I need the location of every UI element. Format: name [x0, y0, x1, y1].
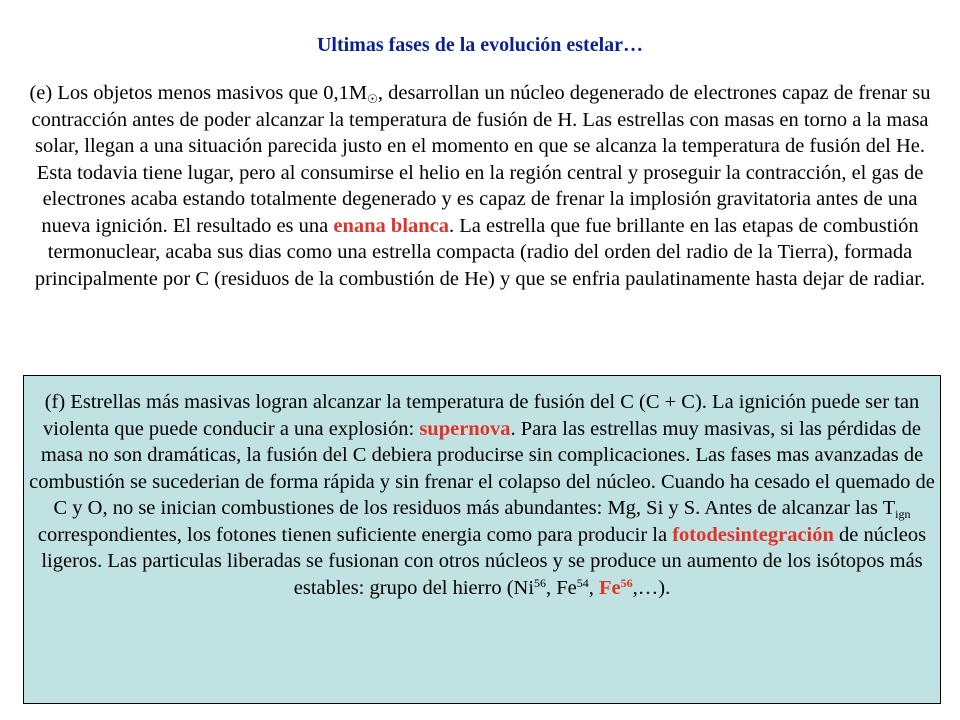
paragraph-f-text-5: , Fe [546, 576, 577, 599]
highlight-fe: Fe [599, 576, 621, 599]
paragraph-f-text-4: de núcleos ligeros. Las particulas liberadas se fusionan con otros núcleos y se produce un aumento de los isótopos más estables: grupo del hierro (Ni [41, 523, 927, 599]
paragraph-f-text-6: , [588, 576, 600, 599]
paragraph-f [28, 389, 936, 601]
highlight-supernova: supernova [419, 417, 511, 440]
slide-title: Ultimas fases de la evolución estelar… [316, 34, 644, 56]
paragraph-f-text-2: . Para las estrellas muy masivas, si las pérdidas de masa no son dramáticas, la fusión del C debiera producirse sin complicaciones. Las fases mas avanzadas de combustión se sucederian de forma rápida y sin frenar el colapso del núcleo. Cuando ha cesado el quemado de C y O, no se inician combustiones de los residuos más abundantes: Mg, Si y S. Antes de alcanzar las T [29, 417, 935, 519]
superscript-fe54: 54 [576, 575, 589, 590]
paragraph-f-text-7: ,…). [632, 576, 671, 599]
superscript-ni56: 56 [534, 575, 547, 590]
paragraph-f-text-1: (f) Estrellas más masivas logran alcanzar la temperatura de fusión del C (C + C). La ignición puede ser tan violenta que puede conducir a una explosión: [43, 391, 920, 440]
paragraph-e-text-1: (e) Los objetos menos masivos que 0,1M [29, 82, 368, 104]
paragraph-f-text-3: correspondientes, los fotones tienen suficiente energia como para producir la [37, 523, 673, 546]
sun-symbol: ☉ [367, 92, 378, 106]
paragraph-e [18, 80, 942, 292]
superscript-fe56: 56 [620, 575, 633, 590]
highlight-photodisintegration: fotodesintegración [672, 523, 834, 546]
highlight-white-dwarf: enana blanca [333, 214, 450, 237]
paragraph-e-text-3: . La estrella que fue brillante en las etapas de combustión termonuclear, acaba sus dias como una estrella compacta (radio del orden del radio de la Tierra), formada principalmente por C (residuos de la combustión de He) y que se enfria paulatinamente hasta dejar de radiar. [34, 214, 926, 290]
paragraph-e-text-2: , desarrollan un núcleo degenerado de electrones capaz de frenar su contracción antes de poder alcanzar la temperatura de fusión de H. Las estrellas con masas en torno a la masa solar, llegan a una situación parecida justo en el momento en que se alcanza la temperatura de fusión del He. Esta todavia tiene lugar, pero al consumirse el helio en la región central y proseguir la contracción, el gas de electrones acaba estando totalmente degenerado y es capaz de frenar la implosión gravitatoria antes de una nueva ignición. El resultado es una [31, 82, 931, 237]
paragraph-f-box [23, 375, 941, 704]
subscript-ign: ign [895, 507, 911, 521]
